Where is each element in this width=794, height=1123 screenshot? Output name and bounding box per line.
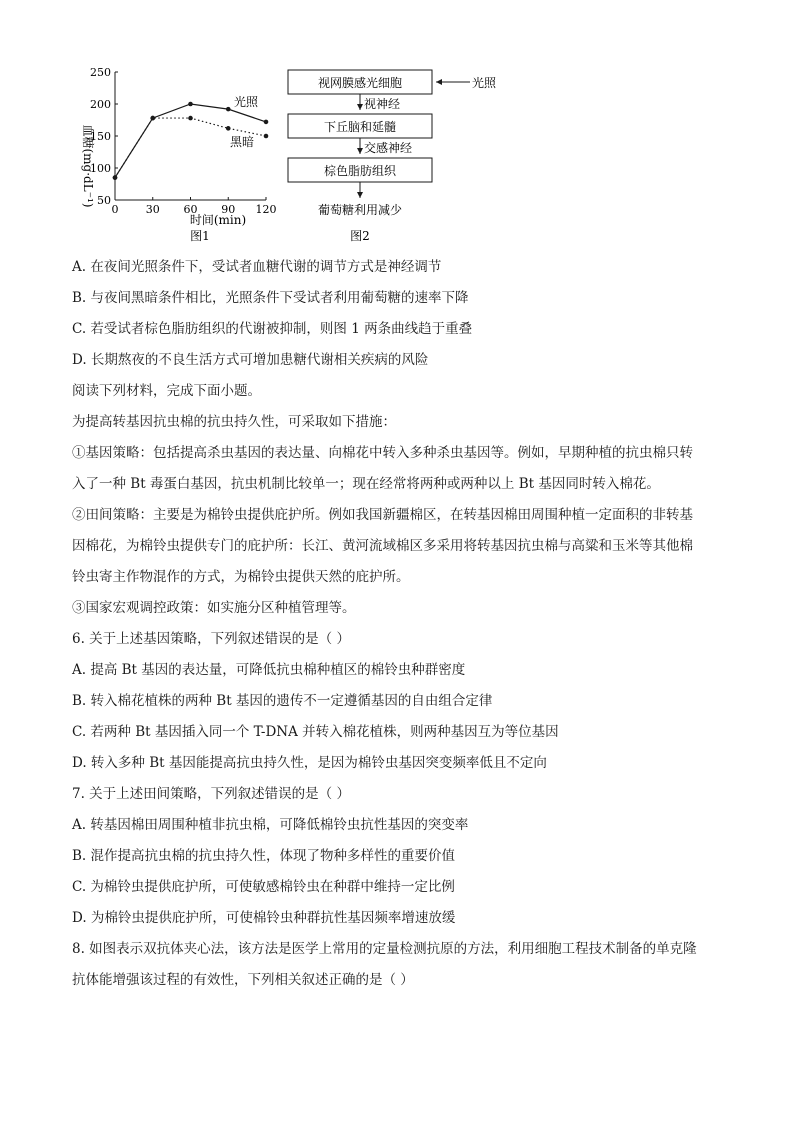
data-point xyxy=(150,116,155,121)
figure2-caption: 图2 xyxy=(350,229,370,243)
question-text xyxy=(72,252,732,996)
passage-line: ③国家宏观调控政策：如实施分区种植管理等。 xyxy=(72,600,356,616)
x-tick-label: 90 xyxy=(221,203,236,216)
passage-line: ②田间策略：主要是为棉铃虫提供庇护所。例如我国新疆棉区，在转基因棉田周围种植一定面积的非转基 xyxy=(72,507,693,523)
option-c-q6: C. 若两种 Bt 基因插入同一个 T-DNA 并转入棉花植株，则两种基因互为等位基因 xyxy=(72,724,559,740)
data-point xyxy=(113,175,118,180)
arrow-label-optic-nerve: 视神经 xyxy=(364,97,401,111)
option-c-q7: C. 为棉铃虫提供庇护所，可使敏感棉铃虫在种群中维持一定比例 xyxy=(72,879,455,895)
y-tick-label: 250 xyxy=(90,66,111,79)
arrow-label-sympathetic: 交感神经 xyxy=(364,141,413,155)
x-tick-label: 60 xyxy=(183,203,198,216)
option-b-q7: B. 混作提高抗虫棉的抗虫持久性，体现了物种多样性的重要价值 xyxy=(72,848,456,864)
passage-line: ①基因策略：包括提高杀虫基因的表达量、向棉花中转入多种杀虫基因等。例如，早期种植的抗虫棉只转 xyxy=(72,445,693,461)
passage-line: 铃虫寄主作物混作的方式，为棉铃虫提供天然的庇护所。 xyxy=(72,569,410,585)
box-retina-label: 视网膜感光细胞 xyxy=(317,76,403,90)
chart-x-axis-label: 时间(min) xyxy=(189,213,247,227)
y-tick-label: 50 xyxy=(97,194,111,207)
figure1-caption: 图1 xyxy=(190,229,210,243)
data-point xyxy=(226,126,231,131)
option-a-q7: A. 转基因棉田周围种植非抗虫棉，可降低棉铃虫抗性基因的突变率 xyxy=(72,817,469,833)
passage-intro: 为提高转基因抗虫棉的抗虫持久性，可采取如下措施： xyxy=(72,414,396,430)
option-b-q5: B. 与夜间黑暗条件相比，光照条件下受试者利用葡萄糖的速率下降 xyxy=(72,290,469,306)
y-tick-label: 150 xyxy=(90,130,111,143)
figure-area xyxy=(70,58,510,248)
chart-y-axis-label: 血糖(mg·dL⁻¹) xyxy=(81,124,95,208)
blood-glucose-chart xyxy=(70,58,280,248)
data-point xyxy=(188,116,193,121)
option-b-q6: B. 转入棉花植株的两种 Bt 基因的遗传不一定遵循基因的自由组合定律 xyxy=(72,693,493,709)
data-point xyxy=(264,120,269,125)
series-label-dark: 黑暗 xyxy=(230,135,255,149)
output-label: 葡萄糖利用减少 xyxy=(317,203,403,217)
question-7-stem: 7. 关于上述田间策略，下列叙述错误的是（ ） xyxy=(72,786,350,802)
option-a-q5: A. 在夜间光照条件下，受试者血糖代谢的调节方式是神经调节 xyxy=(72,259,442,275)
question-8-stem: 8. 如图表示双抗体夹心法，该方法是医学上常用的定量检测抗原的方法，利用细胞工程技术制备的单克隆 xyxy=(72,941,697,957)
box-brown-fat-label: 棕色脂肪组织 xyxy=(323,164,397,178)
x-tick-label: 0 xyxy=(111,203,119,216)
reading-instruction: 阅读下列材料，完成下面小题。 xyxy=(72,383,261,399)
option-c-q5: C. 若受试者棕色脂肪组织的代谢被抑制，则图 1 两条曲线趋于重叠 xyxy=(72,321,473,337)
question-8-stem-cont: 抗体能增强该过程的有效性，下列相关叙述正确的是（ ） xyxy=(72,972,414,988)
option-a-q6: A. 提高 Bt 基因的表达量，可降低抗虫棉种植区的棉铃虫种群密度 xyxy=(72,662,466,678)
option-d-q7: D. 为棉铃虫提供庇护所，可使棉铃虫种群抗性基因频率增速放缓 xyxy=(72,910,456,926)
y-tick-label: 100 xyxy=(90,162,111,175)
question-6-stem: 6. 关于上述基因策略，下列叙述错误的是（ ） xyxy=(72,631,350,647)
x-tick-label: 30 xyxy=(145,203,160,216)
y-tick-label: 200 xyxy=(90,98,111,111)
input-light-label: 光照 xyxy=(472,76,497,90)
option-d-q5: D. 长期熬夜的不良生活方式可增加患糖代谢相关疾病的风险 xyxy=(72,352,429,368)
pathway-diagram xyxy=(280,58,510,248)
data-point xyxy=(226,107,231,112)
series-label-light: 光照 xyxy=(234,95,259,109)
option-d-q6: D. 转入多种 Bt 基因能提高抗虫持久性，是因为棉铃虫基因突变频率低且不定向 xyxy=(72,755,547,771)
data-point xyxy=(188,102,193,107)
box-hypothalamus-label: 下丘脑和延髓 xyxy=(323,120,397,134)
passage-line: 因棉花，为棉铃虫提供专门的庇护所：长江、黄河流域棉区多采用将转基因抗虫棉与高粱和玉米等其他棉 xyxy=(72,538,693,554)
data-point xyxy=(264,134,269,139)
x-tick-label: 120 xyxy=(255,203,277,216)
passage-line: 入了一种 Bt 毒蛋白基因，抗虫机制比较单一；现在经常将两种或两种以上 Bt 基因同时转入棉花。 xyxy=(72,476,660,492)
